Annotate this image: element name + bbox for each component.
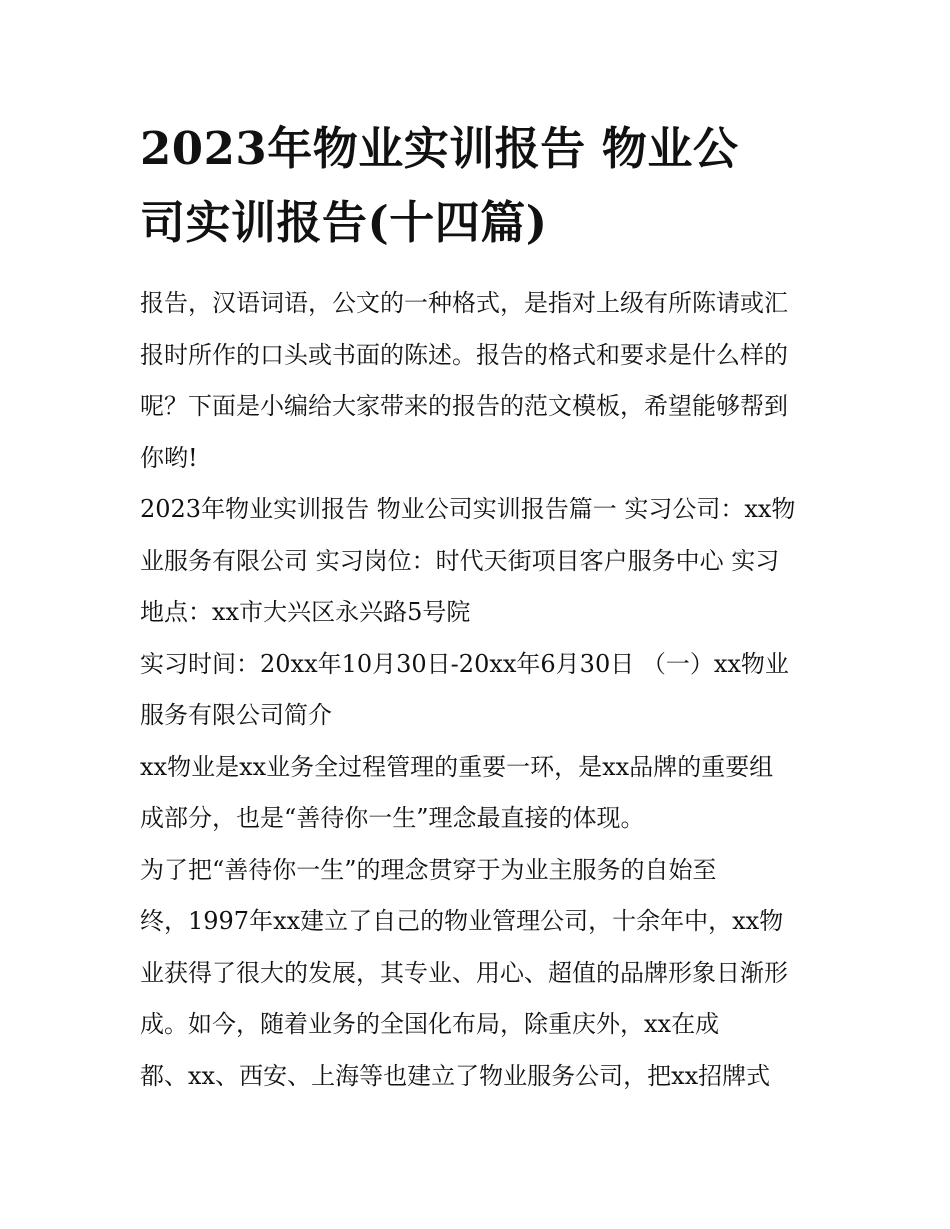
title-line-2: 司实训报告(十四篇) <box>140 196 548 249</box>
body-line: 终，1997年xx建立了自己的物业管理公司，十余年中，xx物 <box>140 907 784 935</box>
document-title <box>140 112 820 260</box>
body-line: 地点：xx市大兴区永兴路5号院 <box>140 598 471 626</box>
body-line: 业服务有限公司 实习岗位：时代天街项目客户服务中心 实习 <box>140 546 780 575</box>
body-line: 为了把“善待你一生”的理念贯穿于为业主服务的自始至 <box>140 855 717 884</box>
body-line: 你哟! <box>140 443 198 472</box>
title-line-1: 2023年物业实训报告 物业公 <box>140 122 739 175</box>
body-line: 成。如今，随着业务的全国化布局，除重庆外，xx在成 <box>140 1010 720 1038</box>
body-line: 2023年物业实训报告 物业公司实训报告篇一 实习公司：xx物 <box>140 495 796 523</box>
body-line: 都、xx、西安、上海等也建立了物业服务公司，把xx招牌式 <box>140 1061 771 1090</box>
body-line: 服务有限公司简介 <box>140 701 332 729</box>
document-body <box>140 278 820 1102</box>
document-page <box>140 112 820 1102</box>
body-line: 报时所作的口头或书面的陈述。报告的格式和要求是什么样的 <box>140 340 788 369</box>
body-line: 成部分，也是“善待你一生”理念最直接的体现。 <box>140 804 645 832</box>
body-line: 呢？下面是小编给大家带来的报告的范文模板，希望能够帮到 <box>140 392 788 420</box>
body-line: 报告，汉语词语，公文的一种格式，是指对上级有所陈请或汇 <box>140 289 788 317</box>
body-line: 实习时间：20xx年10月30日-20xx年6月30日 （一）xx物业 <box>140 649 789 678</box>
body-line: xx物业是xx业务全过程管理的重要一环，是xx品牌的重要组 <box>140 752 774 781</box>
body-line: 业获得了很大的发展，其专业、用心、超值的品牌形象日渐形 <box>140 958 788 987</box>
